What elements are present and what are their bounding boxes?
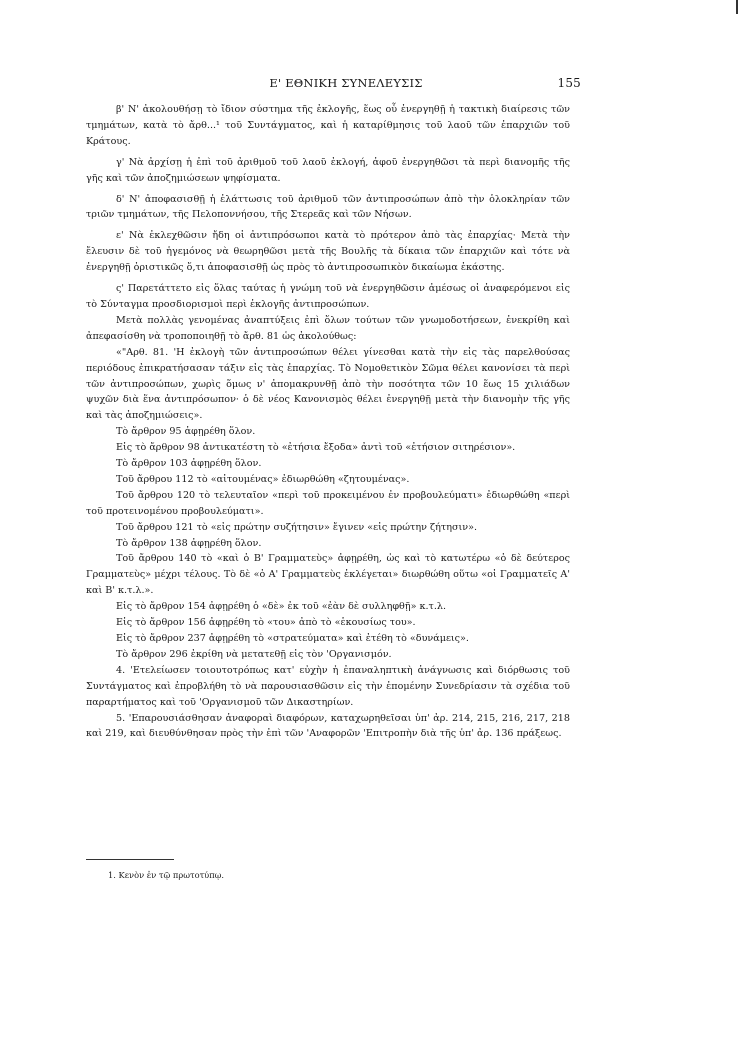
paragraph-4: 4. 'Ετελείωσεν τοιουτοτρόπως κατ' εὐχὴν ἡ ἐπαναληπτικὴ ἀνάγνωσις καὶ διόρθωσις τοῦ Συντάγματος καὶ ἐπροβλήθη τὸ νὰ παρουσιασθῶσιν εἰς τὴν ἐπομένην Συνεδρίασιν τὰ σχέδια τοῦ παραρτήματος καὶ τοῦ 'Οργανισμοῦ τῶν Δικαστηρίων. xyxy=(86,664,570,708)
paragraph-st: ς' Παρετάττετο εἰς ὅλας ταύτας ἡ γνώμη τοῦ νὰ ἐνεργηθῶσιν ἀμέσως οἱ ἀναφερόμενοι εἰς τὸ Σύνταγμα προσδιορισμοὶ περὶ ἐκλογῆς ἀντιπροσώπων. xyxy=(86,283,570,310)
footnote: 1. Κενὸν ἐν τῷ πρωτοτύπῳ. xyxy=(108,870,225,880)
amendment-98: Εἰς τὸ ἄρθρον 98 ἀντικατέστη τὸ «ἐτήσια ἔξοδα» ἀντὶ τοῦ «ἐτήσιον σιτηρέσιον». xyxy=(116,442,516,454)
paragraph-5: 5. 'Επαρουσιάσθησαν ἀναφοραὶ διαφόρων, καταχωρηθεῖσαι ὑπ' ἀρ. 214, 215, 216, 217, 218 καὶ 219, καὶ διευθύνθησαν πρὸς τὴν ἐπὶ τῶν 'Αναφορῶν 'Επιτροπὴν διὰ τῆς ὑπ' ἀρ. 136 πράξεως. xyxy=(86,712,570,740)
page-body xyxy=(86,102,570,742)
amendment-103: Τὸ ἄρθρον 103 ἀφῃρέθη ὅλον. xyxy=(116,458,262,470)
amendment-95: Τὸ ἄρθρον 95 ἀφῃρέθη ὅλον. xyxy=(116,426,256,438)
amendment-140: Τοῦ ἄρθρου 140 τὸ «καὶ ὁ Β' Γραμματεὺς» ἀφῃρέθη, ὡς καὶ τὸ κατωτέρω «ὁ δὲ δεύτερος Γραμματεὺς» μέχρι τέλους. Τὸ δὲ «ὁ Α' Γραμματεὺς ἐκλέγεται» διωρθώθη οὕτω «οἱ Γραμματεῖς Α' καὶ Β' κ.τ.λ.». xyxy=(86,553,570,597)
paragraph-e: ε' Νὰ ἐκλεχθῶσιν ἤδη οἱ ἀντιπρόσωποι κατὰ τὸ πρότερον ἀπὸ τὰς ἐπαρχίας· Μετὰ τὴν ἔλευσιν δὲ τοῦ ἡγεμόνος νὰ θεωρηθῶσι μετὰ τῆς Βουλῆς τὰ δίκαια τῶν ἐπαρχιῶν καὶ τότε νὰ ἐνεργηθῇ ὁριστικῶς ὅ,τι ἀποφασισθῇ ὡς πρὸς τὸ ἀντιπροσωπικὸν δικαίωμα ἑκάστης. xyxy=(86,230,570,274)
amendment-138: Τὸ ἄρθρον 138 ἀφῃρέθη ὅλον. xyxy=(116,537,262,549)
amendment-296: Τὸ ἄρθρον 296 ἐκρίθη νὰ μετατεθῇ εἰς τὸν 'Οργανισμόν. xyxy=(116,648,392,660)
amendment-120: Τοῦ ἄρθρου 120 τὸ τελευταῖον «περὶ τοῦ προκειμένου ἐν προβουλεύματι» ἐδιωρθώθη «περὶ τοῦ προτεινομένου προβουλεύματι». xyxy=(86,489,570,517)
amendment-237: Εἰς τὸ ἄρθρον 237 ἀφῃρέθη τὸ «στρατεύματα» καὶ ἐτέθη τὸ «δυνάμεις». xyxy=(116,633,469,644)
paragraph-decision: Μετὰ πολλὰς γενομένας ἀναπτύξεις ἐπὶ ὅλων τούτων τῶν γνωμοδοτήσεων, ἐνεκρίθη καὶ ἀπεφασίσθη νὰ τροποποιηθῇ τὸ ἄρθ. 81 ὡς ἀκολούθως: xyxy=(86,314,570,342)
running-header xyxy=(115,76,581,94)
running-title: Ε' ΕΘΝΙΚΗ ΣΥΝΕΛΕΥΣΙΣ xyxy=(269,76,423,90)
paragraph-d: δ' Ν' ἀποφασισθῇ ἡ ἐλάττωσις τοῦ ἀριθμοῦ τῶν ἀντιπροσώπων ἀπὸ τὴν ὁλοκληρίαν τῶν τριῶν τμημάτων, τῆς Πελοποννήσου, τῆς Στερεᾶς καὶ τῶν Νήσων. xyxy=(86,193,570,221)
paragraph-article-81: «"Αρθ. 81. 'Η ἐκλογὴ τῶν ἀντιπροσώπων θέλει γίνεσθαι κατὰ τὴν εἰς τὰς παρελθούσας περιόδους ἐπικρατήσασαν τάξιν εἰς τὰς ἐπαρχίας. Τὸ Νομοθετικὸν Σῶμα θέλει κανονίσει τὰ περὶ τῶν ἀντιπροσώπων, χωρὶς ὅμως ν' ἀπομακρυνθῇ ἀπὸ τὴν ποσότητα τῶν 10 ἕως 15 χιλιάδων ψυχῶν διὰ ἕνα ἀντιπρόσωπον· ὁ δὲ νέος Κανονισμὸς θέλει ἐνεργηθῇ μετὰ τὴν διανομὴν τῆς γῆς καὶ τὰς ἀποζημιώσεις». xyxy=(86,346,570,422)
amendment-154: Εἰς τὸ ἄρθρον 154 ἀφῃρέθη ὁ «δὲ» ἐκ τοῦ «ἐὰν δὲ συλληφθῇ» κ.τ.λ. xyxy=(116,601,447,613)
amendment-112: Τοῦ ἄρθρου 112 τὸ «αἰτουμένας» ἐδιωρθώθη «ζητουμένας». xyxy=(116,473,410,485)
paragraph-g: γ' Νὰ ἀρχίσῃ ἡ ἐπὶ τοῦ ἀριθμοῦ τοῦ λαοῦ ἐκλογή, ἀφοῦ ἐνεργηθῶσι τὰ περὶ διανομῆς τῆς γῆς καὶ τῶν ἀποζημιώσεων ψηφίσματα. xyxy=(86,156,570,184)
paragraph-b: β' Ν' ἀκολουθήσῃ τὸ ἴδιον σύστημα τῆς ἐκλογῆς, ἕως οὗ ἐνεργηθῇ ἡ τακτικὴ διαίρεσις τῶν τμημάτων, κατὰ τὸ ἄρθ...¹ τοῦ Συντάγματος, καὶ ἡ καταρίθμησις τοῦ λαοῦ τῶν ἐπαρχιῶν τοῦ Κράτους. xyxy=(86,104,570,147)
amendment-156: Εἰς τὸ ἄρθρον 156 ἀφῃρέθη τὸ «του» ἀπὸ τὸ «ἑκουσίως του». xyxy=(116,617,416,629)
footnote-divider xyxy=(86,859,174,860)
scan-edge-mark xyxy=(736,0,738,14)
page-number: 155 xyxy=(557,76,581,90)
amendment-121: Τοῦ ἄρθρου 121 τὸ «εἰς πρώτην συζήτησιν» ἔγινεν «εἰς πρώτην ζήτησιν». xyxy=(116,521,478,533)
